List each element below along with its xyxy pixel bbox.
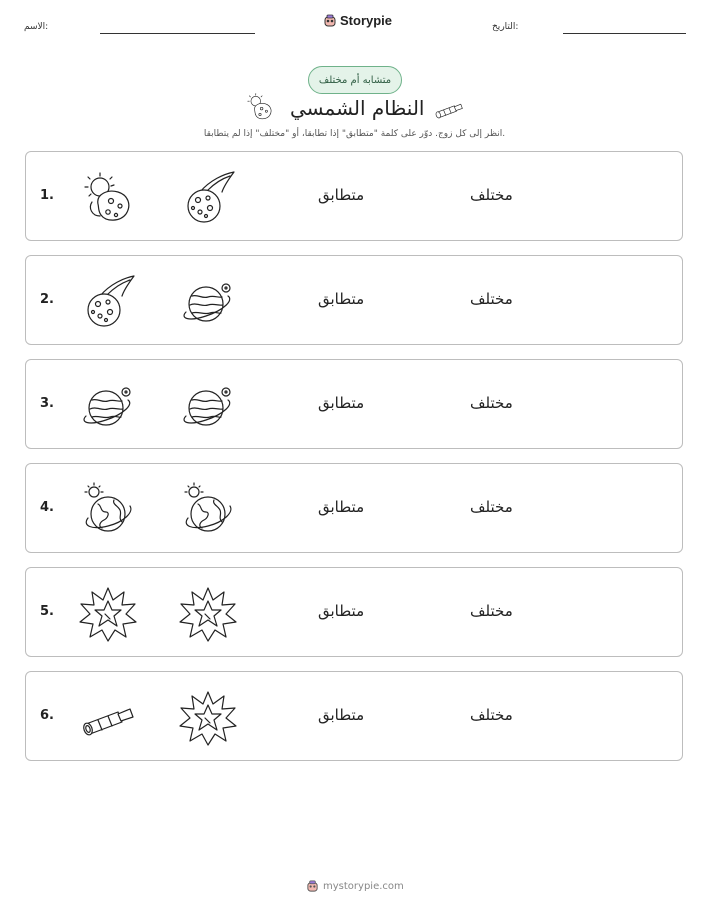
- instructions: انظر إلى كل زوج. دوّر على كلمة "متطابق" إذا تطابقا، أو "مختلف" إذا لم يتطابقا.: [203, 129, 506, 139]
- star-burst-icon: [78, 586, 138, 642]
- meteor-icon: [178, 170, 238, 226]
- ringed-planet-icon: [178, 274, 238, 330]
- same-option[interactable]: متطابق: [318, 498, 365, 516]
- worksheet-type-badge: متشابه أم مختلف: [308, 66, 402, 94]
- different-option[interactable]: مختلف: [470, 290, 513, 308]
- different-option[interactable]: مختلف: [470, 602, 513, 620]
- row-number: 6.: [40, 708, 54, 723]
- telescope-icon: [432, 94, 466, 124]
- page-title: النظام الشمسي: [290, 96, 425, 120]
- pair-row: [25, 567, 683, 657]
- pair-row: [25, 671, 683, 761]
- meteor-icon: [78, 274, 138, 330]
- same-option[interactable]: متطابق: [318, 602, 365, 620]
- date-label: التاريخ:: [492, 22, 519, 32]
- star-burst-icon: [178, 586, 238, 642]
- name-label: الاسم:: [24, 22, 49, 32]
- row-number: 4.: [40, 500, 54, 515]
- name-line: [100, 33, 255, 34]
- different-option[interactable]: مختلف: [470, 706, 513, 724]
- storypie-mascot-icon: [306, 880, 319, 893]
- date-line: [563, 33, 686, 34]
- same-option[interactable]: متطابق: [318, 186, 365, 204]
- different-option[interactable]: مختلف: [470, 498, 513, 516]
- telescope-icon: [78, 690, 138, 746]
- same-option[interactable]: متطابق: [318, 706, 365, 724]
- same-option[interactable]: متطابق: [318, 290, 365, 308]
- row-number: 5.: [40, 604, 54, 619]
- row-number: 1.: [40, 188, 54, 203]
- different-option[interactable]: مختلف: [470, 186, 513, 204]
- star-burst-icon: [178, 690, 238, 746]
- pair-row: [25, 255, 683, 345]
- same-option[interactable]: متطابق: [318, 394, 365, 412]
- logo-text: Storypie: [340, 13, 393, 28]
- row-number: 2.: [40, 292, 54, 307]
- sun-asteroid-icon: [78, 170, 138, 226]
- earth-sun-icon: [178, 482, 238, 538]
- different-option[interactable]: مختلف: [470, 394, 513, 412]
- footer-url: mystorypie.com: [323, 881, 404, 892]
- earth-sun-icon: [78, 482, 138, 538]
- worksheet-header: [0, 0, 709, 50]
- row-number: 3.: [40, 396, 54, 411]
- storypie-logo: [323, 13, 392, 28]
- ringed-planet-icon: [78, 378, 138, 434]
- pair-row: [25, 151, 683, 241]
- storypie-mascot-icon: [323, 14, 337, 28]
- footer: [306, 880, 404, 893]
- pair-row: [25, 359, 683, 449]
- ringed-planet-icon: [178, 378, 238, 434]
- sun-asteroid-icon: [244, 92, 276, 122]
- pair-row: [25, 463, 683, 553]
